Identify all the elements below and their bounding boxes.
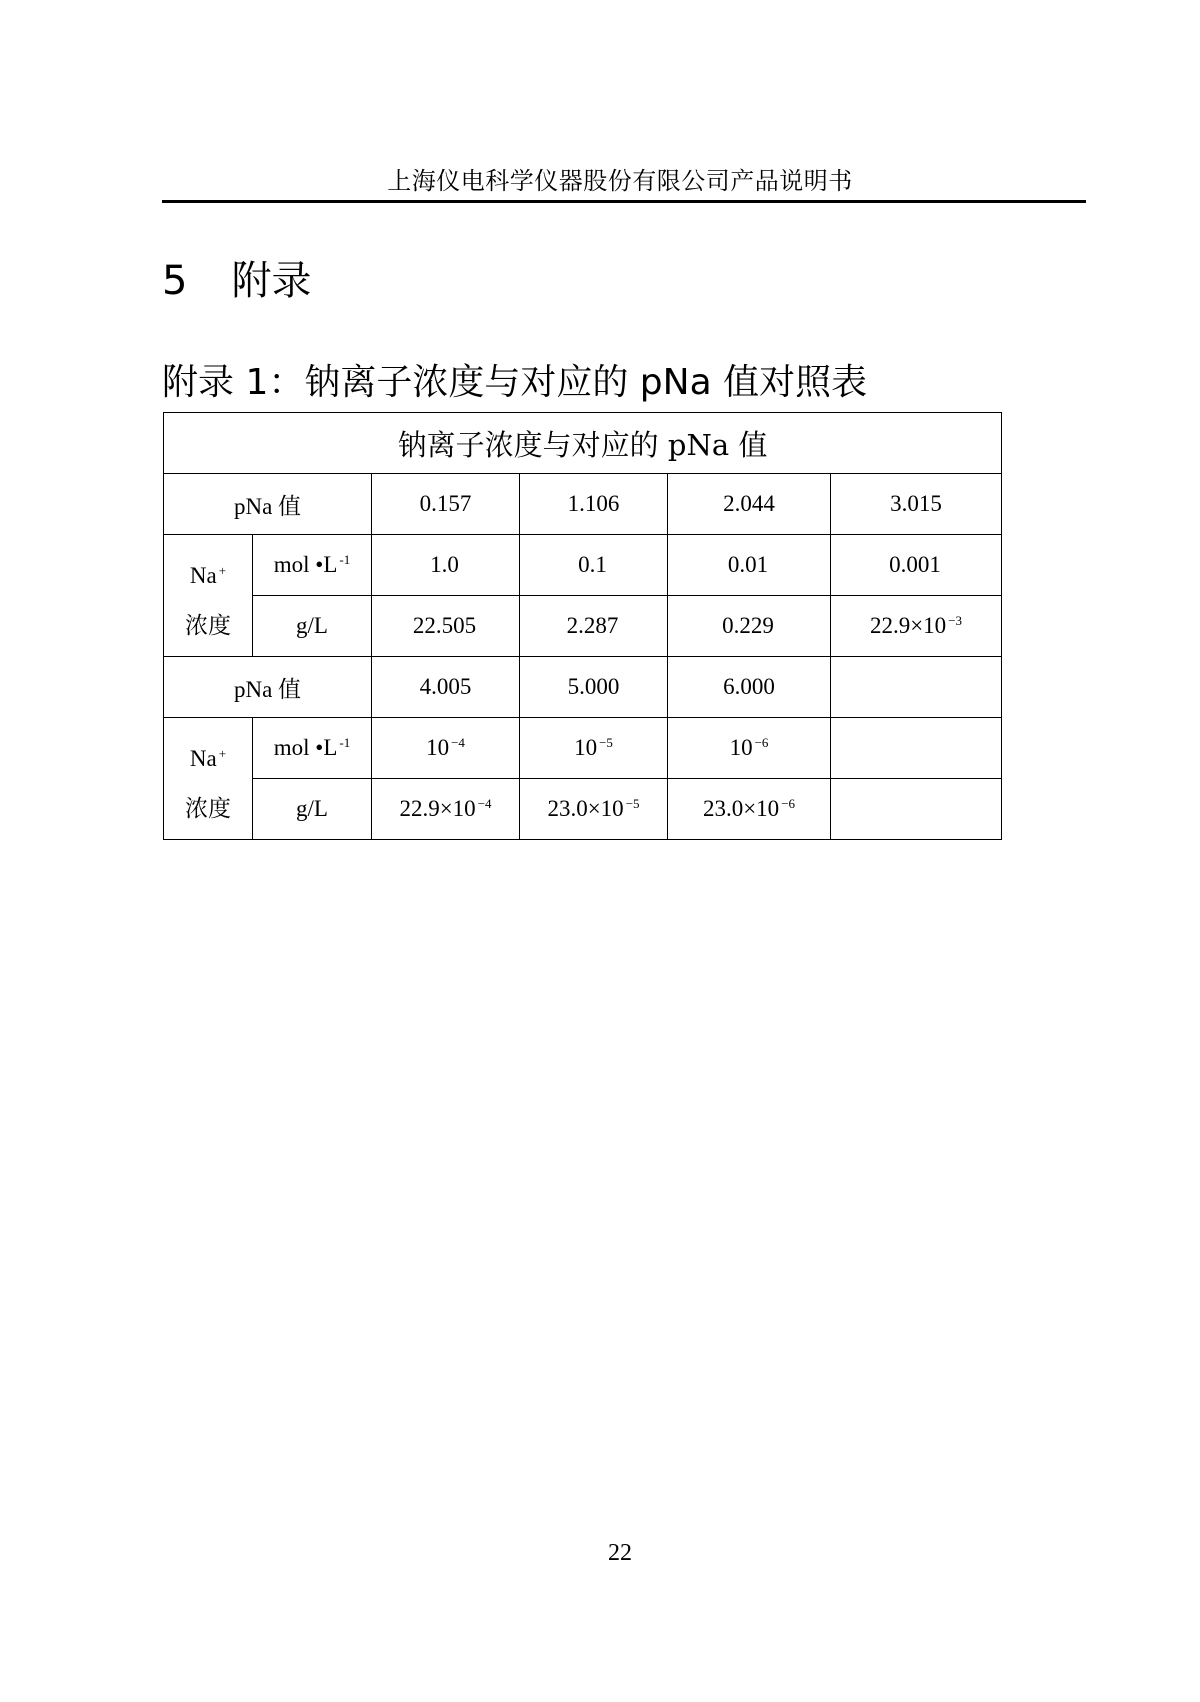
na-label: Na: [189, 562, 217, 588]
concentration-label: 浓度: [185, 795, 231, 822]
cell-exponent: −4: [451, 735, 465, 750]
cell-exponent: −6: [781, 796, 796, 811]
unit-mol-base: mol •L: [273, 735, 338, 760]
concentration-label: 浓度: [185, 612, 231, 639]
table-cell: 1.106: [520, 474, 668, 535]
cell-exponent: −4: [477, 796, 492, 811]
unit-mol-exp: -1: [339, 552, 351, 567]
cell-exponent: −6: [754, 735, 769, 750]
table-cell: [372, 718, 520, 779]
cell-value: 0.229: [722, 613, 774, 638]
table-row: [164, 596, 1002, 657]
table-row: [164, 474, 1002, 535]
na-charge: +: [218, 745, 227, 761]
na-concentration-label: [164, 718, 253, 840]
cell-exponent: −5: [599, 735, 613, 750]
pna-row-label: pNa 值: [164, 474, 372, 535]
cell-value: 0.1: [578, 552, 607, 577]
table-cell: [372, 779, 520, 840]
table-cell: 6.000: [668, 657, 831, 718]
na-concentration-label: [164, 535, 253, 657]
table-row: [164, 657, 1002, 718]
cell-value: 22.505: [412, 613, 477, 638]
unit-mol-label: [253, 718, 372, 779]
table-row: [164, 718, 1002, 779]
cell-value: 1.0: [430, 552, 459, 577]
pna-row-label: pNa 值: [164, 657, 372, 718]
unit-g-label: g/L: [253, 596, 372, 657]
unit-mol-label: [253, 535, 372, 596]
table-cell: [668, 779, 831, 840]
pna-concentration-table: [163, 412, 1002, 840]
table-caption: 钠离子浓度与对应的 pNa 值: [164, 413, 1002, 474]
table-row: [164, 779, 1002, 840]
cell-value: 10: [574, 735, 598, 760]
table-cell: [372, 535, 520, 596]
table-cell: 4.005: [372, 657, 520, 718]
cell-value: 22.9×10: [399, 796, 476, 821]
running-header: 上海仪电科学仪器股份有限公司产品说明书: [387, 167, 853, 195]
header-rule: [162, 200, 1086, 203]
table-cell: [520, 779, 668, 840]
unit-mol-base: mol •L: [273, 552, 338, 577]
cell-value: 2.287: [566, 613, 619, 638]
table-cell: [831, 657, 1002, 718]
cell-value: 10: [426, 735, 450, 760]
cell-exponent: −3: [948, 613, 963, 628]
appendix-title: 附录 1：钠离子浓度与对应的 pNa 值对照表: [162, 362, 868, 403]
cell-value: 0.001: [889, 552, 941, 577]
section-title: 附录: [231, 258, 312, 304]
table-cell: 0.157: [372, 474, 520, 535]
table-cell: [520, 596, 668, 657]
cell-value: 0.01: [727, 552, 769, 577]
cell-exponent: −5: [625, 796, 640, 811]
table-cell: 2.044: [668, 474, 831, 535]
cell-value: 22.9×10: [869, 613, 947, 638]
section-number: 5: [162, 258, 188, 304]
table-caption-row: [164, 413, 1002, 474]
unit-mol-exp: -1: [339, 735, 351, 750]
table-cell: [831, 718, 1002, 779]
table-cell: [668, 535, 831, 596]
na-charge: +: [218, 562, 227, 578]
table-cell: [372, 596, 520, 657]
page-number: 22: [608, 1540, 632, 1566]
table-cell: [668, 596, 831, 657]
table-cell: [831, 779, 1002, 840]
table-cell: 3.015: [831, 474, 1002, 535]
table-cell: [520, 718, 668, 779]
na-label: Na: [189, 745, 217, 771]
cell-value: 10: [729, 735, 753, 760]
cell-value: 23.0×10: [702, 796, 780, 821]
table-cell: [520, 535, 668, 596]
cell-value: 23.0×10: [547, 796, 624, 821]
table-cell: [668, 718, 831, 779]
table-cell: [831, 596, 1002, 657]
table-cell: [831, 535, 1002, 596]
table-row: [164, 535, 1002, 596]
section-heading: [162, 256, 311, 306]
table-cell: 5.000: [520, 657, 668, 718]
unit-g-label: g/L: [253, 779, 372, 840]
